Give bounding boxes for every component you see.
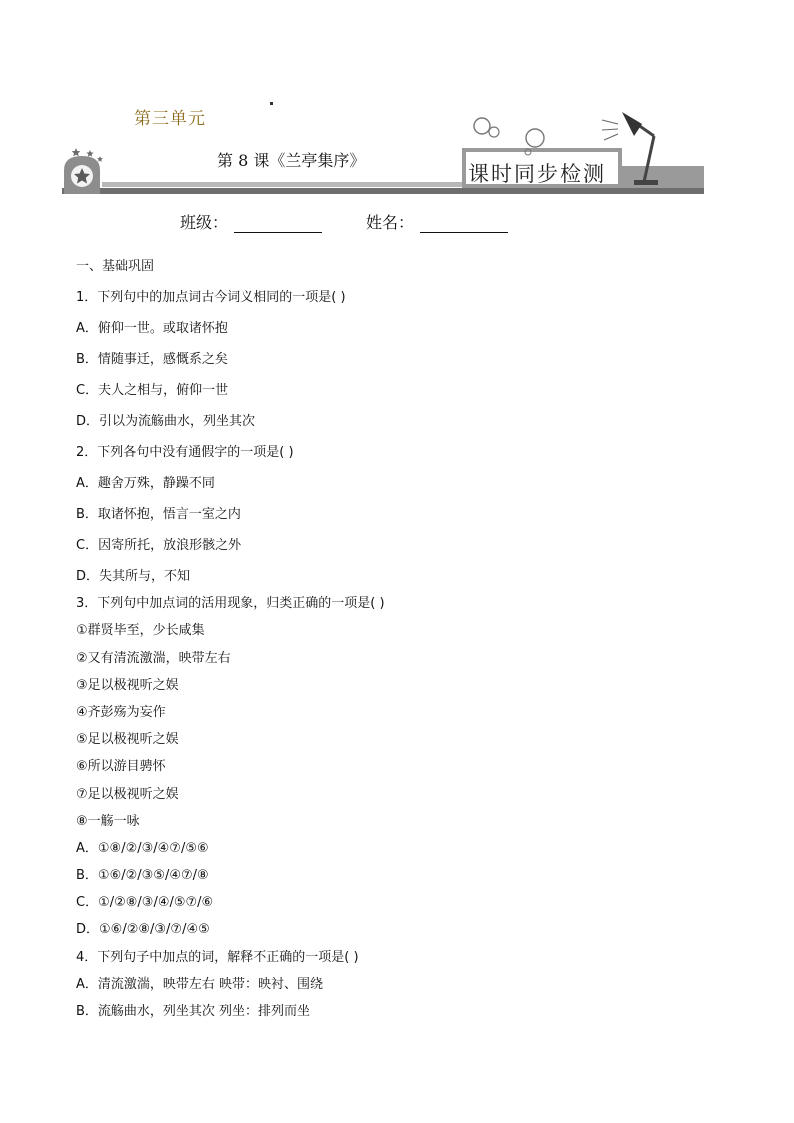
question-3-option-c: C．①/②⑧/③/④/⑤⑦/⑥ [76, 895, 214, 911]
question-2-option-b: B．取诸怀抱，悟言一室之内 [76, 507, 241, 522]
header-dot [270, 102, 273, 105]
question-3-item: ④齐彭殇为妄作 [76, 704, 166, 720]
question-3-item: ③足以极视听之娱 [76, 677, 179, 693]
banner-title: 课时同步检测 [468, 162, 606, 186]
question-1-option-d: D．引以为流觞曲水，列坐其次 [76, 414, 256, 429]
header-base-bar [62, 188, 704, 194]
question-3-item: ⑥所以游目骋怀 [76, 759, 166, 775]
question-2-option-c: C．因寄所托，放浪形骸之外 [76, 538, 242, 553]
class-field [180, 210, 322, 233]
question-3-item: ①群贤毕至，少长咸集 [76, 623, 205, 639]
question-2-stem: 2．下列各句中没有通假字的一项是( ) [76, 445, 294, 460]
question-1-stem: 1．下列句中的加点词古今词义相同的一项是( ) [76, 290, 346, 305]
question-3-item: ⑦足以极视听之娱 [76, 786, 179, 802]
question-3-option-d: D．①⑥/②⑧/③/⑦/④⑤ [76, 922, 210, 938]
class-input-line[interactable] [234, 214, 322, 233]
question-2-option-a: A．趣舍万殊，静躁不同 [76, 476, 215, 491]
question-3-item: ②又有清流激湍，映带左右 [76, 650, 231, 666]
section-title: 一、基础巩固 [76, 259, 155, 274]
unit-label: 第三单元 [134, 109, 206, 129]
page-header [62, 96, 704, 198]
class-label: 班级： [180, 213, 229, 232]
name-field [366, 210, 508, 233]
header-rule [102, 182, 522, 187]
question-3-stem: 3．下列句中加点词的活用现象，归类正确的一项是( ) [76, 596, 385, 612]
question-4-option-a: A．清流激湍，映带左右 映带：映衬、围绕 [76, 976, 324, 992]
lesson-title: 第 8 课《兰亭集序》 [217, 151, 366, 170]
name-label: 姓名： [366, 213, 415, 232]
name-input-line[interactable] [420, 214, 508, 233]
question-1-option-c: C．夫人之相与，俯仰一世 [76, 383, 229, 398]
question-2-option-d: D．失其所与，不知 [76, 569, 191, 584]
question-content [76, 256, 716, 1028]
question-4-option-b: B．流觞曲水，列坐其次 列坐：排列而坐 [76, 1004, 311, 1019]
star-badge-icon [64, 148, 103, 194]
question-3-option-a: A．①⑧/②/③/④⑦/⑤⑥ [76, 840, 209, 856]
question-1-option-b: B．情随事迁，感慨系之矣 [76, 352, 228, 367]
question-3-item: ⑧一觞一咏 [76, 813, 140, 829]
question-3-option-b: B．①⑥/②/③⑤/④⑦/⑧ [76, 868, 209, 884]
question-3-item: ⑤足以极视听之娱 [76, 732, 179, 748]
question-4-stem: 4．下列句子中加点的词，解释不正确的一项是( ) [76, 949, 359, 965]
question-1-option-a: A．俯仰一世。或取诸怀抱 [76, 321, 228, 336]
student-info [180, 210, 508, 233]
